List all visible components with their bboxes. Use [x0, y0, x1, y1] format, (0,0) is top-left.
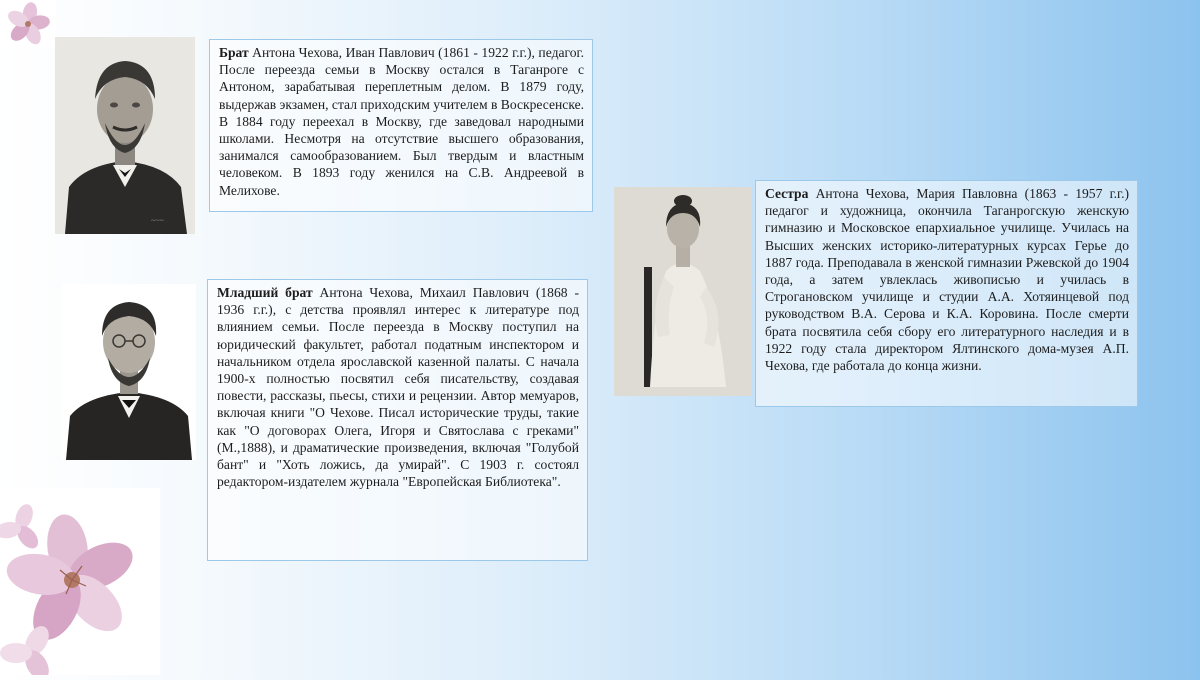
portrait-ivan-chekhov — [55, 37, 195, 234]
blossom-decoration-icon — [0, 0, 56, 48]
svg-text:~~~: ~~~ — [151, 216, 164, 225]
bio-mikhail-text: Антона Чехова, Михаил Павлович (1868 - 1936 г.г.), с детства проявлял интерес к литературе под влиянием семьи. После переезда в Москву поступил на юридический факультет, работал податным инспектором и начальником отдела ярославской казенной палаты. С начала 1900-х полностью посвятил себя писательству, создавая повести, рассказы, пьесы, стихи и рецензии. Автор мемуаров, включая книги "О Чехове. Писал исторические труды, такие как "О договорах Олега, Игоря и Святослава с греками" (М.,1888), и драматические произведения, включая "Голубой бант" и "Хоть ложись, да умирай". С 1903 г. состоял редактором-издателем журнала "Европейская Библиотека". — [217, 285, 579, 490]
bio-ivan-textbox — [209, 39, 593, 212]
bio-maria-text: Антона Чехова, Мария Павловна (1863 - 1957 г.г.) педагог и художница, окончила Таганрогскую женскую гимназию и Московское епархиальное училище. Училась на Высших женских историко-литературных курсах Герье до 1887 года. Преподавала в женской гимназии Ржевской до 1904 года, а затем увлеклась живописью и училась в Строгановском училище и студии А.А. Хотяинцевой под руководством В.А. Серова и К.А. Коровина. После смерти брата посвятила себя сбору его литературного наследия и в 1922 году стала директором Ялтинского дома-музея А.П. Чехова, где работала до конца жизни. — [765, 186, 1129, 374]
bio-maria-lead: Сестра — [765, 186, 809, 201]
bio-mikhail-textbox — [207, 279, 588, 561]
bio-maria-textbox — [755, 180, 1138, 407]
portrait-maria-chekhova — [614, 187, 752, 396]
bio-ivan-text: Антона Чехова, Иван Павлович (1861 - 1922 г.г.), педагог. После переезда семьи в Москву остался в Таганроге с Антоном, зарабатывая переплетным делом. В 1879 году, выдержав экзамен, стал приходским учителем в Воскресенске. В 1884 году переехал в Москву, где заведовал народными школами. Несмотря на отсутствие высшего образования, занимался самообразованием. Был твердым и властным человеком. В 1893 году женился на С.В. Андреевой в Мелихове. — [219, 45, 585, 198]
bio-mikhail-lead: Младший брат — [217, 285, 313, 300]
portrait-mikhail-chekhov — [62, 284, 196, 460]
bio-ivan-lead: Брат — [219, 45, 249, 60]
cherry-blossom-decoration-icon — [0, 488, 160, 675]
